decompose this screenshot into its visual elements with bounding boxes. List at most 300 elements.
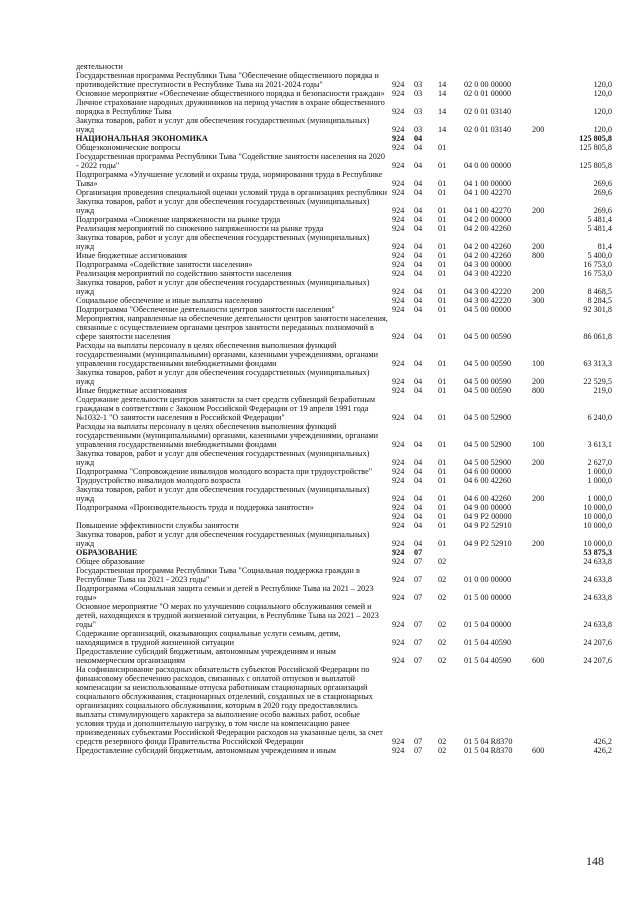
row-gr-code: 924 [392,305,405,314]
row-subsection-code: 14 [438,107,447,116]
row-subsection-code: 02 [438,656,447,665]
row-section-code: 04 [414,242,423,251]
row-gr-code: 924 [392,125,405,134]
row-section-code: 04 [414,332,423,341]
row-expense-type [532,566,558,584]
row-gr-code: 924 [392,242,405,251]
row-subsection-code: 01 [438,521,447,530]
row-name: Расходы на выплаты персоналу в целях обеспечения выполнения функций государственными (муниципальными) органами, казенными учреждениями, органами управления государственными внебюджетными фондами [76,341,379,368]
row-section-code: 04 [414,251,423,260]
row-gr-code: 924 [392,476,405,485]
row-section-code: 04 [414,458,423,467]
row-amount: 269,6 [593,206,612,215]
row-section-code: 04 [414,224,423,233]
row-amount: 1 000,0 [587,494,612,503]
row-section-code: 04 [414,260,423,269]
row-target-article: 04 9 P2 52910 [464,521,512,530]
row-gr-code: 924 [392,251,405,260]
row-expense-type [532,305,558,314]
row-section-code: 04 [414,503,423,512]
row-amount: 120,0 [593,89,612,98]
row-amount: 86 061,8 [583,332,612,341]
row-expense-type: 300 [532,296,545,305]
row-section-code: 03 [414,125,423,134]
table-row [76,602,612,629]
row-name: Предоставление субсидий бюджетным, автономным учреждениям и иным [76,746,336,755]
row-target-article: 04 5 00 00590 [464,386,512,395]
row-target-article [464,548,532,557]
row-expense-type [532,143,558,152]
row-subsection-code: 02 [438,638,447,647]
row-name: Закупка товаров, работ и услуг для обеспечения государственных (муниципальных) нужд [76,449,370,467]
table-row [76,296,612,305]
row-gr-code [392,62,414,71]
table-row [76,584,612,602]
row-section-code: 07 [414,593,423,602]
table-row [76,512,612,521]
table-row [76,305,612,314]
row-amount: 92 301,8 [583,305,612,314]
row-target-article: 04 1 00 42270 [464,188,512,197]
row-section-code: 04 [414,188,423,197]
row-expense-type [532,269,558,278]
row-subsection-code [438,548,464,557]
row-gr-code: 924 [392,656,405,665]
row-gr-code: 924 [392,440,405,449]
row-amount: 63 313,3 [583,359,612,368]
row-section-code: 04 [414,305,423,314]
row-section-code: 03 [414,89,423,98]
table-row [76,89,612,98]
row-section-code: 04 [414,161,423,170]
row-name: Личное страхование народных дружинников на период участия в охране общественного порядка в Республике Тыва [76,98,385,116]
table-row [76,485,612,503]
row-name: Расходы на выплаты персоналу в целях обеспечения выполнения функций государственными (муниципальными) органами, казенными учреждениями, органами управления государственными внебюджетными фондами [76,422,379,449]
table-row [76,233,612,251]
row-name: Предоставление субсидий бюджетным, автономным учреждениям и иным некоммерческим организациям [76,647,336,665]
row-name: Закупка товаров, работ и услуг для обеспечения государственных (муниципальных) нужд [76,116,370,134]
row-subsection-code: 01 [438,224,447,233]
row-subsection-code: 01 [438,386,447,395]
row-target-article: 04 6 00 00000 [464,467,512,476]
table-row [76,197,612,215]
row-target-article: 01 5 04 R8370 [464,746,513,755]
table-row [76,647,612,665]
row-amount: 8 468,5 [587,287,612,296]
row-name: Социальное обеспечение и иные выплаты населению [76,296,263,305]
row-section-code: 04 [414,296,423,305]
row-name: Подпрограмма «Улучшение условий и охраны труда, нормирования труда в Республике Тыва» [76,170,383,188]
row-name: Закупка товаров, работ и услуг для обеспечения государственных (муниципальных) нужд [76,197,370,215]
row-gr-code: 924 [392,134,405,143]
row-expense-type: 100 [532,440,545,449]
row-gr-code: 924 [392,287,405,296]
row-expense-type [532,665,558,746]
row-amount [558,62,612,71]
row-expense-type [532,629,558,647]
row-section-code: 04 [414,206,423,215]
row-target-article [464,62,532,71]
row-name: Закупка товаров, работ и услуг для обеспечения государственных (муниципальных) нужд [76,530,370,548]
row-expense-type [532,224,558,233]
row-amount: 24 633,8 [583,593,612,602]
row-section-code: 03 [414,80,423,89]
row-subsection-code [438,134,464,143]
row-section-code: 04 [414,539,423,548]
row-target-article: 04 2 00 00000 [464,215,512,224]
table-row [76,62,612,71]
row-name: Основное мероприятие «Обеспечение общественного порядка и безопасности граждан» [76,89,385,98]
row-amount: 426,2 [593,737,612,746]
row-subsection-code [438,62,464,71]
row-gr-code: 924 [392,467,405,476]
row-expense-type [532,89,558,98]
row-subsection-code: 01 [438,332,447,341]
row-section-code: 04 [414,467,423,476]
row-expense-type [532,557,558,566]
row-gr-code: 924 [392,575,405,584]
row-target-article: 04 6 00 42260 [464,494,512,503]
row-name: Закупка товаров, работ и услуг для обеспечения государственных (муниципальных) нужд [76,485,370,503]
row-subsection-code: 14 [438,125,447,134]
row-amount: 5 400,0 [587,251,612,260]
row-name: Государственная программа Республики Тыва "Обеспечение общественного порядка и противодействие преступности в Республике Тыва на 2021-2024 годы" [76,71,379,89]
row-section-code: 07 [414,746,423,755]
row-gr-code: 924 [392,215,405,224]
table-row [76,449,612,467]
row-section-code: 04 [414,386,423,395]
row-target-article: 04 9 P2 00000 [464,512,512,521]
row-section-code: 04 [414,377,423,386]
row-name: Организация проведения специальной оценки условий труда в организациях республики [76,188,388,197]
row-target-article: 02 0 01 00000 [464,89,512,98]
row-gr-code: 924 [392,188,405,197]
row-subsection-code: 01 [438,512,447,521]
row-subsection-code: 01 [438,359,447,368]
row-amount: 10 000,0 [583,503,612,512]
row-amount: 5 481,4 [587,224,612,233]
row-name: Содержание деятельности центров занятости за счет средств субвенций безработным гражданам в соответствии с Законом Российской Федерации от 19 апреля 1991 года №1032-1 "О занятости населения в Российской Федерации" [76,395,376,422]
row-subsection-code: 01 [438,251,447,260]
table-row [76,188,612,197]
row-expense-type: 200 [532,377,545,386]
row-gr-code: 924 [392,737,405,746]
row-name [76,512,392,521]
row-gr-code: 924 [392,143,405,152]
row-target-article: 04 1 00 42270 [464,206,512,215]
table-row [76,503,612,512]
table-row [76,134,612,143]
row-amount: 1 000,0 [587,467,612,476]
row-target-article: 04 9 00 00000 [464,503,512,512]
row-subsection-code: 01 [438,242,447,251]
row-expense-type [532,584,558,602]
row-subsection-code: 01 [438,413,447,422]
row-expense-type [532,188,558,197]
row-target-article: 04 6 00 42260 [464,476,512,485]
row-amount: 3 613,1 [587,440,612,449]
row-amount: 5 481,4 [587,215,612,224]
row-gr-code: 924 [392,80,405,89]
row-expense-type: 200 [532,125,545,134]
table-row [76,341,612,368]
row-amount: 1 000,0 [587,476,612,485]
table-row [76,521,612,530]
table-row [76,530,612,548]
row-expense-type [532,548,558,557]
row-gr-code: 924 [392,296,405,305]
row-expense-type: 200 [532,458,545,467]
row-target-article: 04 5 00 52900 [464,440,512,449]
row-subsection-code: 01 [438,260,447,269]
row-section-code: 07 [414,737,423,746]
row-expense-type [532,134,558,143]
row-target-article: 01 5 00 00000 [464,593,512,602]
row-target-article: 02 0 01 03140 [464,107,512,116]
table-row [76,395,612,422]
table-row [76,251,612,260]
table-row [76,629,612,647]
row-gr-code: 924 [392,89,405,98]
row-subsection-code: 01 [438,161,447,170]
row-name: Мероприятия, направленные на обеспечение деятельности центров занятости населения, связанные с осуществлением органами центров занятости переданных полномочий в сфере занятости населения [76,314,388,341]
row-subsection-code: 01 [438,296,447,305]
row-subsection-code: 02 [438,737,447,746]
row-amount: 219,0 [593,386,612,395]
row-target-article: 04 3 00 42220 [464,296,512,305]
row-section-code: 04 [414,476,423,485]
row-expense-type: 600 [532,656,545,665]
row-amount: 10 000,0 [583,521,612,530]
row-expense-type [532,260,558,269]
row-name: Основное мероприятие "О мерах по улучшению социального обслуживания семей и детей, находящихся в трудной жизненной ситуации, в Республике Тыва на 2021 – 2023 годы" [76,602,379,629]
row-expense-type [532,512,558,521]
row-target-article: 04 5 00 00590 [464,377,512,386]
row-name: Содержание организаций, оказывающих социальные услуги семьям, детям, находящимся в трудной жизненной ситуации [76,629,341,647]
row-subsection-code: 02 [438,620,447,629]
row-subsection-code: 02 [438,593,447,602]
row-gr-code: 924 [392,107,405,116]
row-amount: 53 875,3 [583,548,612,557]
row-name: Закупка товаров, работ и услуг для обеспечения государственных (муниципальных) нужд [76,233,370,251]
row-gr-code: 924 [392,557,405,566]
row-target-article: 01 5 04 40590 [464,638,512,647]
row-amount: 125 805,8 [579,134,612,143]
row-subsection-code: 01 [438,539,447,548]
row-target-article: 04 0 00 00000 [464,161,512,170]
row-target-article: 04 5 00 00000 [464,305,512,314]
row-name: Закупка товаров, работ и услуг для обеспечения государственных (муниципальных) нужд [76,278,370,296]
row-expense-type [532,215,558,224]
row-subsection-code: 01 [438,269,447,278]
row-gr-code: 924 [392,413,405,422]
row-gr-code: 924 [392,539,405,548]
row-name: Подпрограмма «Снижение напряженности на рынке труда [76,215,281,224]
row-gr-code: 924 [392,620,405,629]
table-row [76,476,612,485]
row-gr-code: 924 [392,206,405,215]
row-target-article: 01 5 04 00000 [464,620,512,629]
row-amount: 8 284,5 [587,296,612,305]
row-amount: 81,4 [597,242,612,251]
row-section-code: 03 [414,107,423,116]
row-target-article: 04 2 00 42260 [464,242,512,251]
row-target-article: 01 5 04 R8370 [464,737,513,746]
row-name: Закупка товаров, работ и услуг для обеспечения государственных (муниципальных) нужд [76,368,370,386]
row-subsection-code: 14 [438,80,447,89]
row-section-code: 07 [414,548,423,557]
row-target-article: 04 5 00 00590 [464,332,512,341]
row-section-code: 07 [414,575,423,584]
row-amount: 16 753,0 [583,269,612,278]
row-expense-type: 600 [532,746,545,755]
row-expense-type [532,395,558,422]
row-subsection-code: 01 [438,215,447,224]
row-target-article: 04 2 00 42260 [464,224,512,233]
row-name: ОБРАЗОВАНИЕ [76,548,138,557]
row-subsection-code: 01 [438,188,447,197]
row-gr-code: 924 [392,224,405,233]
row-target-article: 04 3 00 42220 [464,269,512,278]
row-amount: 120,0 [593,125,612,134]
row-section-code: 07 [414,656,423,665]
row-expense-type: 800 [532,251,545,260]
row-amount: 426,2 [593,746,612,755]
row-expense-type: 100 [532,359,545,368]
row-subsection-code: 01 [438,179,447,188]
row-gr-code: 924 [392,512,405,521]
row-subsection-code: 01 [438,476,447,485]
row-target-article [464,134,532,143]
row-expense-type [532,476,558,485]
row-expense-type: 200 [532,287,545,296]
row-expense-type: 200 [532,242,545,251]
row-amount: 24 633,8 [583,575,612,584]
row-target-article: 04 5 00 52900 [464,458,512,467]
table-row [76,314,612,341]
table-row [76,557,612,566]
row-amount: 24 633,8 [583,620,612,629]
row-gr-code: 924 [392,503,405,512]
row-name: Подпрограмма "Обеспечение деятельности центров занятости населения" [76,305,335,314]
row-section-code: 04 [414,440,423,449]
row-gr-code: 924 [392,269,405,278]
table-row [76,215,612,224]
row-name: Реализация мероприятий по содействию занятости населения [76,269,292,278]
row-target-article: 04 3 00 00000 [464,260,512,269]
row-gr-code: 924 [392,746,405,755]
row-name: Подпрограмма «Социальная защита семьи и детей в Республике Тыва на 2021 – 2023 годы» [76,584,374,602]
table-row [76,260,612,269]
row-name: деятельности [76,62,123,71]
row-section-code: 04 [414,521,423,530]
table-row [76,548,612,557]
row-section-code: 07 [414,638,423,647]
row-section-code: 04 [414,134,423,143]
row-target-article: 04 5 00 00590 [464,359,512,368]
row-gr-code: 924 [392,386,405,395]
row-expense-type [532,314,558,341]
table-row [76,143,612,152]
row-name: Подпрограмма «Производительность труда и поддержка занятости» [76,503,314,512]
row-name: Подпрограмма «Содействие занятости населения» [76,260,253,269]
row-gr-code: 924 [392,359,405,368]
table-row [76,224,612,233]
row-target-article: 01 5 04 40590 [464,656,512,665]
row-amount: 6 240,0 [587,413,612,422]
row-section-code: 04 [414,287,423,296]
row-gr-code: 924 [392,494,405,503]
row-gr-code: 924 [392,593,405,602]
table-row [76,116,612,134]
row-target-article: 02 0 00 00000 [464,80,512,89]
table-row [76,278,612,296]
row-section-code: 04 [414,494,423,503]
row-target-article: 04 3 00 42220 [464,287,512,296]
table-row [76,368,612,386]
row-expense-type: 200 [532,539,545,548]
table-row [76,467,612,476]
row-amount: 125 805,8 [579,143,612,152]
row-subsection-code: 01 [438,440,447,449]
row-gr-code: 924 [392,458,405,467]
table-row [76,386,612,395]
row-name: Иные бюджетные ассигнования [76,386,187,395]
row-subsection-code: 01 [438,143,447,152]
row-section-code [414,62,438,71]
table-row [76,71,612,89]
row-expense-type: 800 [532,386,545,395]
row-subsection-code: 01 [438,467,447,476]
row-expense-type [532,62,558,71]
row-amount: 10 000,0 [583,512,612,521]
row-expense-type [532,503,558,512]
row-gr-code: 924 [392,548,405,557]
row-subsection-code: 01 [438,377,447,386]
row-amount: 269,6 [593,188,612,197]
table-row [76,269,612,278]
row-amount: 269,6 [593,179,612,188]
table-row [76,665,612,746]
row-target-article: 04 1 00 00000 [464,179,512,188]
row-subsection-code: 02 [438,575,447,584]
row-target-article: 04 2 00 42260 [464,251,512,260]
row-subsection-code: 01 [438,494,447,503]
row-name: Трудоустройство инвалидов молодого возраста [76,476,241,485]
row-name: Подпрограмма "Сопровождение инвалидов молодого возраста при трудоустройстве" [76,467,373,476]
row-section-code: 07 [414,557,423,566]
row-gr-code: 924 [392,179,405,188]
row-subsection-code: 02 [438,746,447,755]
row-target-article: 02 0 01 03140 [464,125,512,134]
row-subsection-code: 14 [438,89,447,98]
row-expense-type [532,602,558,629]
row-target-article: 04 5 00 52900 [464,413,512,422]
row-name: Общеэкономические вопросы [76,143,181,152]
row-expense-type [532,170,558,188]
row-gr-code: 924 [392,260,405,269]
row-name: Повышение эффективности службы занятости [76,521,239,530]
row-gr-code: 924 [392,638,405,647]
row-amount: 16 753,0 [583,260,612,269]
row-section-code: 04 [414,269,423,278]
table-row [76,422,612,449]
row-subsection-code: 01 [438,287,447,296]
row-section-code: 04 [414,143,423,152]
row-expense-type [532,71,558,89]
row-section-code: 07 [414,620,423,629]
row-expense-type [532,521,558,530]
